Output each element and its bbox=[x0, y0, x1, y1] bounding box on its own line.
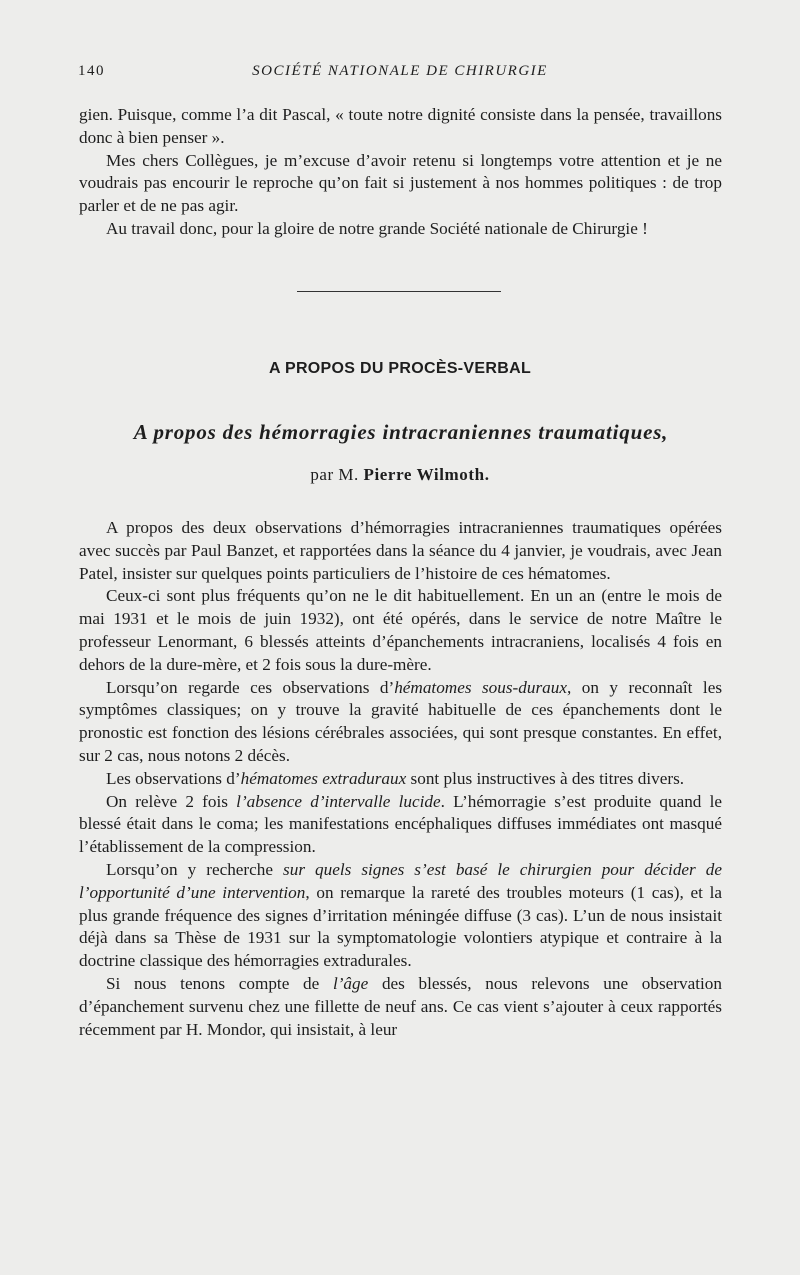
text-run: , on y reconnaît les symptômes classiques; on y trouve la gravité habituelle de ces épanchements dont le pronostic est fonction des lésions cérébrales associées, qui sont presque constantes. En effet, sur 2 cas, nous notons 2 décès. bbox=[79, 677, 723, 765]
emphasis: l’absence d’intervalle lucide bbox=[236, 791, 441, 811]
body-paragraph-1: A propos des deux observations d’hémorragies intracraniennes traumatiques opérées avec succès par Paul Banzet, et rapportées dans la séance du 4 janvier, je voudrais, avec Jean Patel, insister sur quelques points particuliers de l’histoire de ces hématomes. bbox=[79, 518, 722, 583]
intro-paragraph-3: Au travail donc, pour la gloire de notre grande Société nationale de Chirurgie ! bbox=[106, 218, 648, 238]
text-run: Lorsqu’on y recherche bbox=[106, 859, 284, 879]
body-paragraph-7 bbox=[79, 973, 722, 1041]
intro-paragraph-1: gien. Puisque, comme l’a dit Pascal, « toute notre dignité consiste dans la pensée, travaillons donc à bien penser ». bbox=[79, 105, 722, 147]
section-heading: A PROPOS DU PROCÈS-VERBAL bbox=[268, 360, 532, 377]
journal-title: SOCIÉTÉ NATIONALE DE CHIRURGIE bbox=[252, 63, 548, 79]
text-run: Lorsqu’on regarde ces observations d’ bbox=[106, 677, 395, 697]
body-paragraph-3 bbox=[79, 677, 722, 768]
emphasis: l’âge bbox=[332, 973, 369, 993]
text-run: , on remarque la rareté des troubles moteurs (1 cas), et la plus grande fréquence des signes d’irritation méningée diffuse (3 cas). L’un de nous insistait déjà dans sa Thèse de 1931 sur la symptomatologie volontiers atypique et contraire à la doctrine classique des hémorragies extradurales. bbox=[79, 882, 723, 971]
intro-paragraph-2: Mes chers Collègues, je m’excuse d’avoir retenu si longtemps votre attention et je ne voudrais pas encourir le reproche qu’on fait si justement à nos hommes politiques : de trop parler et de ne pas agir. bbox=[79, 150, 722, 216]
intro-text bbox=[79, 104, 722, 241]
text-run: Les observations d’ bbox=[106, 768, 241, 788]
text-run: . L’hémorragie s’est produite quand le blessé était dans le coma; les manifestations encéphaliques diffuses immédiates ont masqué l’établissement de la compression. bbox=[79, 791, 722, 857]
author-name: Pierre Wilmoth. bbox=[363, 465, 490, 484]
text-run: sont plus instructives à des titres divers. bbox=[406, 768, 685, 788]
page-number: 140 bbox=[78, 63, 105, 79]
body-paragraph-4 bbox=[79, 768, 722, 791]
text-run: Si nous tenons compte de bbox=[106, 973, 333, 993]
emphasis: hématomes sous-duraux bbox=[394, 677, 567, 697]
byline-prefix: par M. bbox=[310, 465, 359, 484]
byline bbox=[0, 465, 800, 485]
article-body bbox=[79, 517, 722, 1041]
text-run: On relève 2 fois bbox=[106, 791, 237, 811]
text-run: des blessés, nous relevons une observation d’épanchement survenu chez une fillette de neuf ans. Ce cas vient s’ajouter à ceux rapportés récemment par H. Mondor, qui insistait, à leur bbox=[79, 973, 722, 1039]
article-title: A propos des hémorragies intracraniennes traumatiques, bbox=[133, 420, 669, 444]
body-paragraph-5 bbox=[79, 791, 722, 859]
running-head bbox=[78, 63, 722, 85]
section-divider bbox=[297, 291, 501, 292]
emphasis: hématomes extraduraux bbox=[240, 768, 407, 788]
body-paragraph-6 bbox=[79, 859, 722, 973]
body-paragraph-2: Ceux-ci sont plus fréquents qu’on ne le dit habituellement. En un an (entre le mois de mai 1931 et le mois de juin 1932), ont été opérés, dans le service de notre Maître le professeur Lenormant, 6 blessés atteints d’épanchements intracraniens, localisés 4 fois en dehors de la dure-mère, et 2 fois sous la dure-mère. bbox=[79, 586, 722, 674]
emphasis: sur quels signes s’est basé le chirurgien pour décider de l’opportunité d’une intervention bbox=[79, 859, 722, 902]
